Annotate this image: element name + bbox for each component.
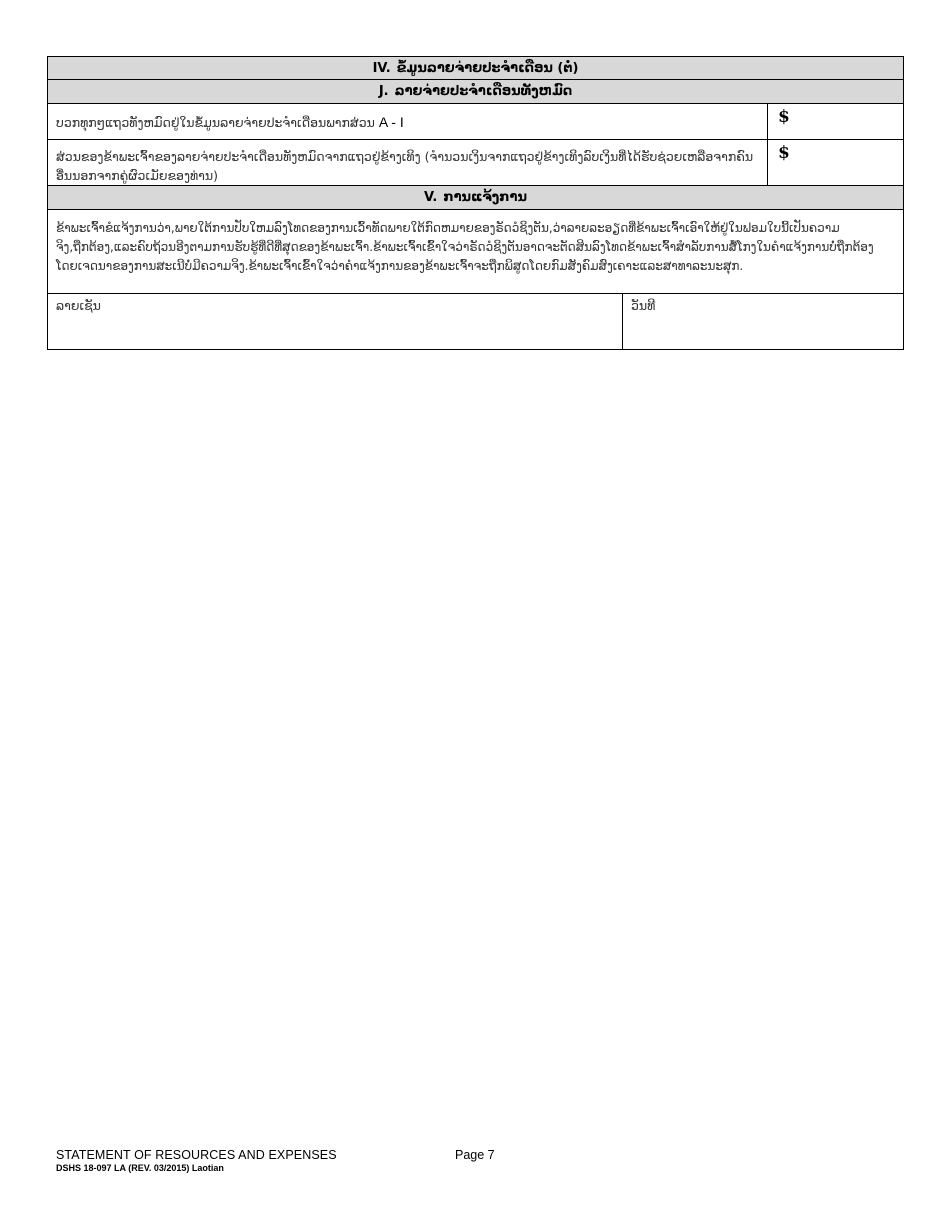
my-share-row (48, 140, 903, 186)
section-iv-title: ຂໍ້ມູນລາຍຈ່າຍປະຈໍາເດືອນ (ຕໍ່) (396, 60, 579, 76)
section-j-title: ລາຍຈ່າຍປະຈໍາເດືອນທັງຫມົດ (394, 84, 573, 99)
date-label: ວັນທີ (631, 298, 656, 313)
my-share-label: ສ່ວນຂອງຂ້າພະເຈົ້າຂອງລາຍຈ່າຍປະຈໍາເດືອນທັງຫມົດຈາກແຖວຢູ່ຂ້າງເທິງ (ຈໍານວນເງິນຈາກແຖວຢູ່ຂ້າງເທິງລົບເງິນທີ່ໄດ້ຮັບຊ່ວຍເຫລືອຈາກຄົນອື່ນນອກຈາກຄູ່ຜົວເມັຍຂອງທ່ານ) (56, 149, 754, 183)
total-expenses-label (48, 104, 767, 139)
section-v-title: ການແຈ້ງການ (443, 190, 527, 205)
total-expenses-text: ບວກທຸກໆແຖວທັງຫມົດຢູ່ໃນຂໍ້ມູນລາຍຈ່າຍປະຈໍາເດືອນພາກສ່ວນ (56, 115, 375, 130)
total-expenses-amount-field[interactable] (767, 104, 903, 139)
section-iv-number: IV. (372, 60, 391, 76)
page-footer (56, 1148, 495, 1173)
total-expenses-row (48, 104, 903, 140)
signature-label: ລາຍເຊັນ (56, 298, 101, 313)
expenses-form (47, 56, 904, 350)
signature-field[interactable] (48, 294, 622, 349)
currency-symbol: $ (778, 107, 790, 127)
page-number: Page 7 (455, 1148, 495, 1162)
section-range-code: A - I (378, 114, 404, 130)
section-v-header (48, 186, 903, 210)
section-v-number: V. (424, 190, 438, 205)
signature-row (48, 294, 903, 350)
section-j-number: J. (378, 84, 389, 99)
form-number: DSHS 18-097 LA (REV. 03/2015) Laotian (56, 1163, 224, 1173)
my-share-amount-field[interactable] (767, 140, 903, 185)
currency-symbol: $ (778, 143, 790, 163)
section-iv-header (48, 57, 903, 80)
section-j-header (48, 80, 903, 104)
date-field[interactable] (622, 294, 903, 349)
declaration-text: ຂ້າພະເຈົ້າຂໍແຈ້ງການວ່າ,ພາຍໃຕ້ການປັບໃຫມລົງໂທດຂອງການເວົ້າທັດພາຍໃຕ້ກົດຫມາຍຂອງຣັດວໍຊິງຕັນ,ວ່າລາຍລະອຽດທີ່ຂ້າພະເຈົ້າເອົາໃຫ້ຢູ່ໃນຟອມໃບນີ້ເປັນຄວາມຈິງ,ຖືກຕ້ອງ,ແລະຄົບຖ້ວນອີງຕາມການຮັບຮູ້ທີ່ດີທີ່ສຸດຂອງຂ້າພະເຈົ້າ.ຂ້າພະເຈົ້າເຂົ້າໃຈວ່າຣັດວໍຊິງຕັນອາດຈະຕັດສິນລົງໂທດຂ້າພະເຈົ້າສໍາລັບການສໍ້ໂກງໃນຄໍາແຈ້ງການບໍ່ຖືກຕ້ອງໂດຍເຈດນາຂອງການສະເນີບໍ່ມີຄວາມຈິງ.ຂ້າພະເຈົ້າເຂົ້າໃຈວ່າຄໍາແຈ້ງການຂອງຂ້າພະເຈົ້າຈະຖືກພິສູດໂດຍກົມສັງຄົມສົງເຄາະແລະສາທາລະນະສຸກ. (48, 210, 903, 294)
footer-title: STATEMENT OF RESOURCES AND EXPENSES (56, 1148, 337, 1162)
